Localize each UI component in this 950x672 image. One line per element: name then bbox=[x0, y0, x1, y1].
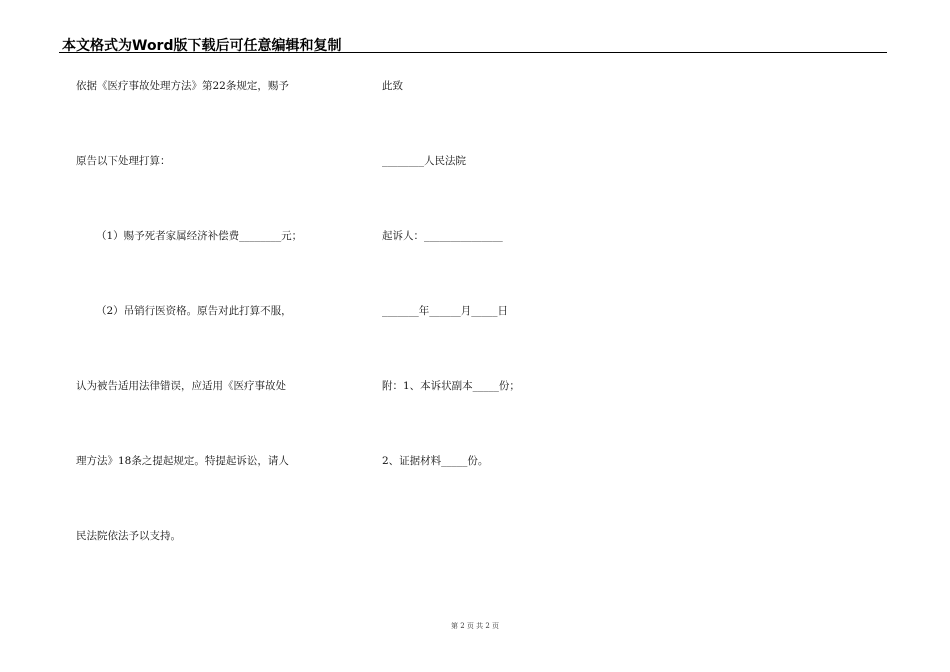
left-line-4: （2）吊销行医资格。原告对此打算不服， bbox=[96, 305, 292, 317]
right-line-date: _______年______月_____日 bbox=[382, 305, 508, 317]
left-line-1: 依据《医疗事故处理方法》第22条规定，赐予 bbox=[76, 80, 289, 92]
right-line-attachment-1: 附：1、本诉状副本_____份； bbox=[382, 380, 520, 392]
left-line-6: 理方法》18条之提起规定。特提起诉讼，请人 bbox=[76, 455, 289, 467]
header-divider bbox=[59, 52, 887, 53]
right-line-court: ________人民法院 bbox=[382, 155, 466, 167]
left-line-5: 认为被告适用法律错误，应适用《医疗事故处 bbox=[76, 380, 286, 392]
right-line-plaintiff: 起诉人：_______________ bbox=[382, 230, 503, 242]
page-number-footer: 第 2 页 共 2 页 bbox=[450, 622, 500, 630]
left-line-3: （1）赐予死者家属经济补偿费________元； bbox=[96, 230, 303, 242]
left-line-2: 原告以下处理打算： bbox=[76, 155, 171, 167]
right-line-attachment-2: 2、证据材料_____份。 bbox=[382, 455, 489, 467]
document-header-title: 本文格式为Word版下载后可任意编辑和复制 bbox=[62, 38, 342, 54]
right-line-closing: 此致 bbox=[382, 80, 403, 92]
left-line-7: 民法院依法予以支持。 bbox=[76, 530, 181, 542]
